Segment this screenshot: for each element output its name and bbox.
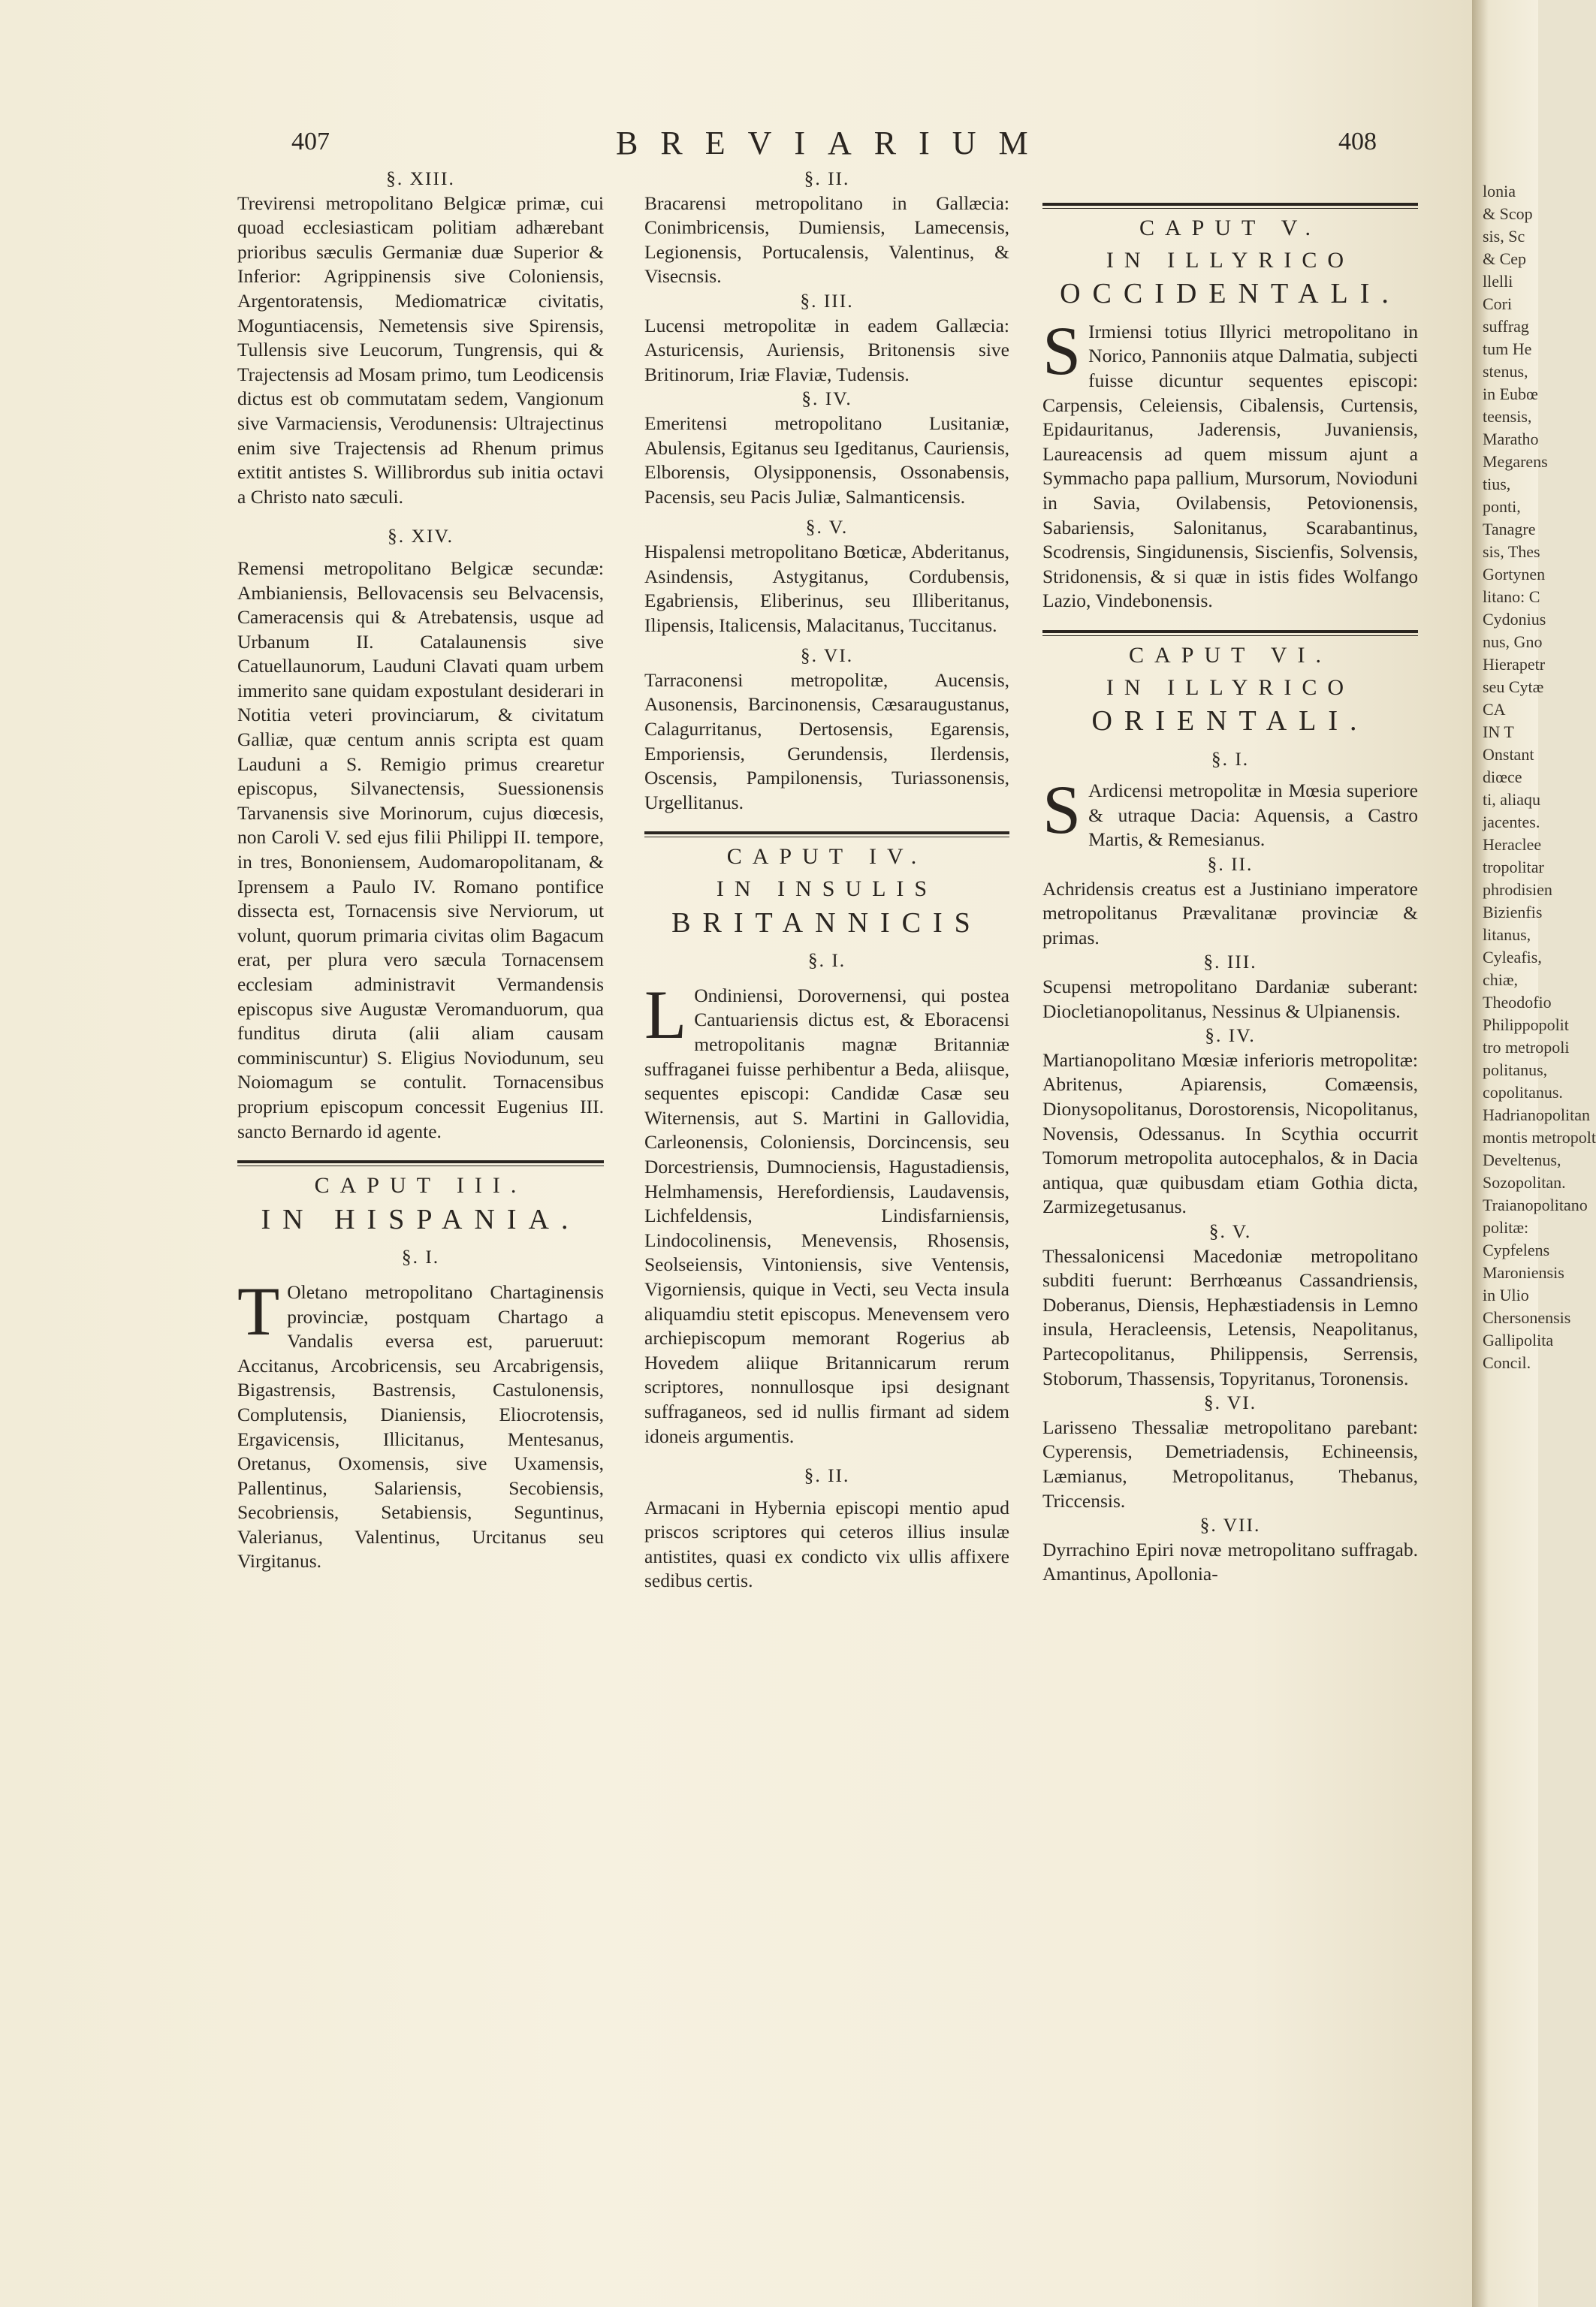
adjacent-page-fragment: lonia — [1483, 182, 1516, 201]
adjacent-page-fragment: llelli — [1483, 272, 1513, 291]
chapter-subtitle-1: IN ILLYRICO — [1106, 247, 1355, 273]
chapter-rule — [237, 1160, 604, 1163]
column-3 — [1042, 203, 1418, 1587]
section-heading: §. III. — [800, 289, 854, 312]
paragraph: Larisseno Thessaliæ metropolitano parebant: Cyperensis, Demetriadensis, Echineensis, Læmianus, Metropolitanus, Thebanus, Triccensis. — [1042, 1416, 1418, 1512]
adjacent-page-fragment: Hadrianopolitan — [1483, 1105, 1590, 1124]
adjacent-page-fragment: Hierapetr — [1483, 655, 1546, 674]
adjacent-page-fragment: politæ: — [1483, 1218, 1529, 1237]
adjacent-page-fragment: tum He — [1483, 339, 1532, 358]
paragraph: Lucensi metropolitæ in eadem Gallæcia: Asturicensis, Auriensis, Britonensis sive Britinorum, Iriæ Flaviæ, Tudensis. — [644, 314, 1009, 385]
section-heading: §. IV. — [1205, 1024, 1256, 1047]
section-heading: §. I. — [401, 1246, 440, 1268]
adjacent-page-fragment: in Ulio — [1483, 1286, 1529, 1304]
adjacent-page-fragment: sis, Thes — [1483, 542, 1540, 561]
adjacent-page-fragment: litano: C — [1483, 587, 1540, 606]
chapter-subtitle-1: IN INSULIS — [716, 876, 938, 902]
paragraph — [1042, 312, 1418, 614]
paragraph — [644, 976, 1009, 1449]
adjacent-page-fragment: ponti, — [1483, 497, 1521, 516]
adjacent-page-fragment: Maroniensis — [1483, 1263, 1564, 1282]
adjacent-page-fragment: CA — [1483, 700, 1506, 719]
adjacent-page-fragment: nus, Gno — [1483, 632, 1543, 651]
chapter-subtitle-2: OCCIDENTALI. — [1060, 278, 1401, 310]
section-heading: §. II. — [804, 167, 850, 189]
adjacent-page-fragment: suffrag — [1483, 317, 1529, 336]
chapter-title: CAPUT V. — [1139, 216, 1322, 240]
column-1 — [237, 167, 604, 1574]
right-page-number: 408 — [1338, 128, 1377, 155]
paragraph-text: Ondiniensi, Dorovernensi, qui postea Cantuariensis dictus est, & Eboracensi metropolitanis magnæ Britanniæ suffraganei fuisse perhibentur a Beda, aliisque, sequentes episcopi: Candidæ Casæ seu Witernensis, aut S. Martini in Gallovidia, Carleonensis, Coloniensis, Dorcincensis, seu Dorcestriensis, Dumnociensis, Hagustadiensis, Helmhamensis, Herefordiensis, Laudavensis, Lichfeldensis, Lindisfarniensis, Lindocolinensis, Menevensis, Rhosensis, Seolseiensis, Vintoniensis, sive Ventensis, Vigorniensis, quique in Vecti, seu Vecta insula aliquamdiu stetit episcopus. Menevensem vero archiepiscopum memorant Rogerius ab Hovedem aliique Britannicarum rerum scriptores, nonnullosque ipsi designant suffraganeos, sed id nullis firmant ad sidem idoneis argumentis. — [644, 984, 1009, 1447]
adjacent-page-fragment: Traianopolitano — [1483, 1196, 1588, 1214]
running-title: BREVIARIUM — [616, 125, 1051, 161]
adjacent-page-fragment: tius, — [1483, 475, 1511, 493]
section-heading: §. III. — [1203, 951, 1257, 973]
adjacent-page-fragment: Onstant — [1483, 745, 1534, 764]
adjacent-page-fragment: Maratho — [1483, 430, 1539, 448]
adjacent-page-fragment: Tanagre — [1483, 520, 1536, 538]
section-heading: §. XIII. — [386, 167, 455, 189]
section-heading: §. VI. — [1203, 1392, 1257, 1414]
adjacent-page-edge — [1472, 0, 1596, 2307]
paragraph — [1042, 771, 1418, 852]
adjacent-page-fragment: Sozopolitan. — [1483, 1173, 1566, 1192]
adjacent-page-fragment: & Scop — [1483, 204, 1533, 223]
drop-cap: S — [1042, 312, 1082, 389]
section-heading: §. V. — [1208, 1220, 1252, 1242]
paragraph: Bracarensi metropolitano in Gallæcia: Conimbricensis, Dumiensis, Lamecensis, Legionensis, Portucalensis, Valentinus, & Visecnsis. — [644, 191, 1009, 288]
paragraph: Trevirensi metropolitano Belgicæ primæ, cui quoad ecclesiasticam politiam adhærebant prioribus sæculis Germaniæ duæ Superior & Inferior: Agrippinensis sive Coloniensis, Argentoratensis, Mediomatricæ civitatis, Moguntiacensis, Nemetensis sive Spirensis, Tullensis sive Leucorum, Tungrensis, qui & Trajectensis ad Mosam primo, tum Leodicensis dictus est ob commutatam sedem, Vangionum sive Varmaciensis, Verodunensis: Ultrajectinus enim sive Trajectensis ad Rhenum primus extitit antistes S. Willibrordus sub initia octavi a Christo nato sæculi. — [237, 191, 604, 508]
chapter-title: CAPUT IV. — [726, 844, 928, 870]
adjacent-page-fragment: & Cep — [1483, 249, 1527, 268]
adjacent-page-fragment: seu Cytæ — [1483, 677, 1544, 696]
paragraph-text: Irmiensi totius Illyrici metropolitano in Norico, Pannoniis atque Dalmatia, subjecti fuisse dicuntur sequentes episcopi: Carpensis, Celeiensis, Cibalensis, Curtensis, Epidauritanus, Jaderensis, Juvaniensis, Laureacensis ad quem missum ajunt a Symmacho papa pallium, Mursorum, Novioduni in Savia, Ovilabensis, Petovionensis, Sabariensis, Salonitanus, Scarabantinus, Scodrensis, Singidunensis, Siscienfis, Solvensis, Stridonensis, & si quæ in istis fides Wolfango Lazio, Vindebonensis. — [1042, 320, 1418, 612]
adjacent-page-fragments — [1472, 0, 1596, 1374]
adjacent-page-fragment: Cyleafis, — [1483, 948, 1542, 967]
paragraph: Scupensi metropolitano Dardaniæ suberant: Diocletianopolitanus, Nessinus & Ulpianensis. — [1042, 976, 1418, 1022]
adjacent-page-fragment: Megarens — [1483, 452, 1548, 471]
paragraph: Tarraconensi metropolitæ, Aucensis, Ausonensis, Barcinonensis, Cæsaraugustanus, Calagurritanus, Dertosensis, Egarensis, Emporiensis, Gerundensis, Ilerdensis, Oscensis, Pampilonensis, Turiassonensis, Urgellitanus. — [644, 668, 1009, 813]
adjacent-page-fragment: tro metropoli — [1483, 1038, 1570, 1057]
section-heading: §. V. — [805, 516, 849, 538]
column-2 — [644, 167, 1009, 1594]
left-page-number: 407 — [291, 128, 330, 155]
adjacent-page-fragment: chiæ, — [1483, 970, 1519, 989]
adjacent-page-fragment: IN T — [1483, 722, 1514, 741]
chapter-rule — [1042, 630, 1418, 633]
adjacent-page-fragment: Heraclee — [1483, 835, 1542, 854]
section-heading: §. I. — [807, 949, 846, 972]
drop-cap: T — [237, 1272, 280, 1350]
section-heading: §. VII. — [1199, 1514, 1261, 1536]
paragraph: Armacani in Hybernia episcopi mentio apud priscos scriptores qui ceteros illius insulæ antistites, quasi ex condicto vix ullis affixere sedibus certis. — [644, 1496, 1009, 1592]
adjacent-page-fragment: teensis, — [1483, 407, 1532, 426]
chapter-title: CAPUT III. — [314, 1173, 527, 1199]
adjacent-page-fragment: Gallipolita — [1483, 1331, 1554, 1350]
section-heading: §. II. — [804, 1464, 850, 1487]
paragraph: Dyrrachino Epiri novæ metropolitano suffragab. Amantinus, Apollonia- — [1042, 1538, 1418, 1585]
adjacent-page-fragment: tropolitar — [1483, 858, 1544, 876]
adjacent-page-fragment: Bizienfis — [1483, 903, 1543, 921]
paragraph-text: Oletano metropolitano Chartaginensis provinciæ, postquam Chartago a Vandalis eversa est, parueruut: Accitanus, Arcobricensis, seu Arcabrigensis, Bigastrensis, Bastrensis, Castulonensis, Complutensis, Dianiensis, Eliocrotensis, Ergavicensis, Illicitanus, Mentesanus, Oretanus, Oxomensis, sive Uxamensis, Pallentinus, Salariensis, Secobiensis, Secobriensis, Setabiensis, Seguntinus, Valerianus, Valentinus, Urcitanus seu Virgitanus. — [237, 1280, 604, 1573]
paragraph: Emeritensi metropolitano Lusitaniæ, Abulensis, Egitanus seu Igeditanus, Cauriensis, Elborensis, Olysipponensis, Ossonabensis, Pacensis, seu Pacis Juliæ, Salmanticensis. — [644, 412, 1009, 508]
chapter-rule — [644, 831, 1009, 834]
section-heading: §. XIV. — [388, 525, 454, 547]
adjacent-page-fragment: diœce — [1483, 767, 1522, 786]
adjacent-page-fragment: in Eubœ — [1483, 384, 1538, 403]
adjacent-page-fragment: Cypfelens — [1483, 1241, 1550, 1259]
adjacent-page-fragment: stenus, — [1483, 362, 1528, 381]
adjacent-page-fragment: litanus, — [1483, 925, 1531, 944]
chapter-subtitle-2: BRITANNICIS — [671, 906, 982, 939]
running-header — [0, 124, 1472, 169]
adjacent-page-fragment: Cydonius — [1483, 610, 1546, 629]
paragraph — [237, 1272, 604, 1574]
adjacent-page-fragment: Chersonensis — [1483, 1308, 1571, 1327]
adjacent-page-fragment: Cori — [1483, 294, 1513, 313]
adjacent-page-fragment: Gortynen — [1483, 565, 1546, 584]
chapter-subtitle-2: ORIENTALI. — [1091, 705, 1369, 737]
adjacent-page-fragment: phrodisien — [1483, 880, 1552, 899]
adjacent-page-fragment: montis metropolt — [1483, 1128, 1596, 1147]
section-heading: §. VI. — [800, 644, 854, 667]
chapter-subtitle-1: IN ILLYRICO — [1106, 674, 1355, 700]
adjacent-page-fragment: ti, aliaqu — [1483, 790, 1540, 809]
section-heading: §. I. — [1211, 747, 1250, 770]
paragraph: Martianopolitano Mœsiæ inferioris metropolitæ: Abritenus, Apiarensis, Comæensis, Dionysopolitanus, Dorostorensis, Nicopolitanus, Novensis, Odessanus. In Scythia occurrit Tomorum metropolita autocephalos, & in Dacia antiqua, quæ quibusdam etiam Gothia dicta, Zarmizegetusanus. — [1042, 1048, 1418, 1218]
adjacent-page-fragment: jacentes. — [1483, 813, 1540, 831]
paragraph-text: Ardicensi metropolitæ in Mœsia superiore & utraque Dacia: Aquensis, a Castro Martis, & Remesianus. — [1088, 780, 1418, 851]
chapter-rule — [1042, 203, 1418, 206]
paragraph: Remensi metropolitano Belgicæ secundæ: Ambianiensis, Bellovacensis seu Belvacensis, Cameracensis qui & Atrebatensis, usque ad Urbanum II. Catalaunensis sive Catuellaunorum, Lauduni Clavati quam urbem immerito sane quidam expostulant desiderari in Notitia veteri provinciarum, & civitatum Galliæ, quæ centum annis scripta est quam Lauduni a S. Remigio primus crearetur episcopus, Silvanectensis, Suessionensis Tarvanensis sive Morinorum, cujus diœcesis, non Caroli V. sed ejus filii Philippi II. tempore, in tres, Bononiensem, Audomaropolitanam, & Iprensem a Paulo IV. Romano pontifice dissecta est, Tornacensis sive Nerviorum, ut volunt, quorum primaria civitas olim Bagacum erat, per plura vero sæcula Tornacensem ecclesiam administravit Vermandensis episcopus sive Augustæ Veromanduorum, qua funditus diruta (alii aliam causam comminiscuntur) S. Eligius Noviodunum, seu Noiomagum se contulit. Tornacensibus proprium episcopum concessit Eugenius III. sancto Bernardo id agente. — [237, 556, 604, 1142]
adjacent-page-fragment: copolitanus. — [1483, 1083, 1563, 1102]
section-heading: §. IV. — [801, 388, 852, 410]
adjacent-page-fragment: Develtenus, — [1483, 1150, 1561, 1169]
drop-cap: L — [644, 976, 687, 1053]
adjacent-page-fragment: sis, Sc — [1483, 227, 1525, 246]
paragraph: Thessalonicensi Macedoniæ metropolitano subditi fuerunt: Berrhœanus Cassandriensis, Doberanus, Diensis, Hephæstiadensis in Lemno insula, Heracleensis, Letensis, Neapolitanus, Partecopolitanus, Philippensis, Serrensis, Stoborum, Thassensis, Topyritanus, Toronensis. — [1042, 1244, 1418, 1389]
paragraph: Achridensis creatus est a Justiniano imperatore metropolitanus Prævalitanæ provinciæ & primas. — [1042, 877, 1418, 948]
adjacent-page-fragment: Theodofio — [1483, 993, 1552, 1012]
adjacent-page-fragment: politanus, — [1483, 1060, 1548, 1079]
chapter-title: CAPUT VI. — [1129, 642, 1332, 668]
adjacent-page-fragment: Philippopolit — [1483, 1015, 1569, 1034]
section-heading: §. II. — [1207, 853, 1254, 876]
paragraph: Hispalensi metropolitano Bœticæ, Abderitanus, Asindensis, Astygitanus, Cordubensis, Egabriensis, Eliberinus, seu Illiberitanus, Ilipensis, Italicensis, Malacitanus, Tuccitanus. — [644, 540, 1009, 636]
drop-cap: S — [1042, 771, 1082, 849]
adjacent-page-fragment: Concil. — [1483, 1353, 1531, 1372]
chapter-subtitle: IN HISPANIA. — [261, 1203, 581, 1235]
